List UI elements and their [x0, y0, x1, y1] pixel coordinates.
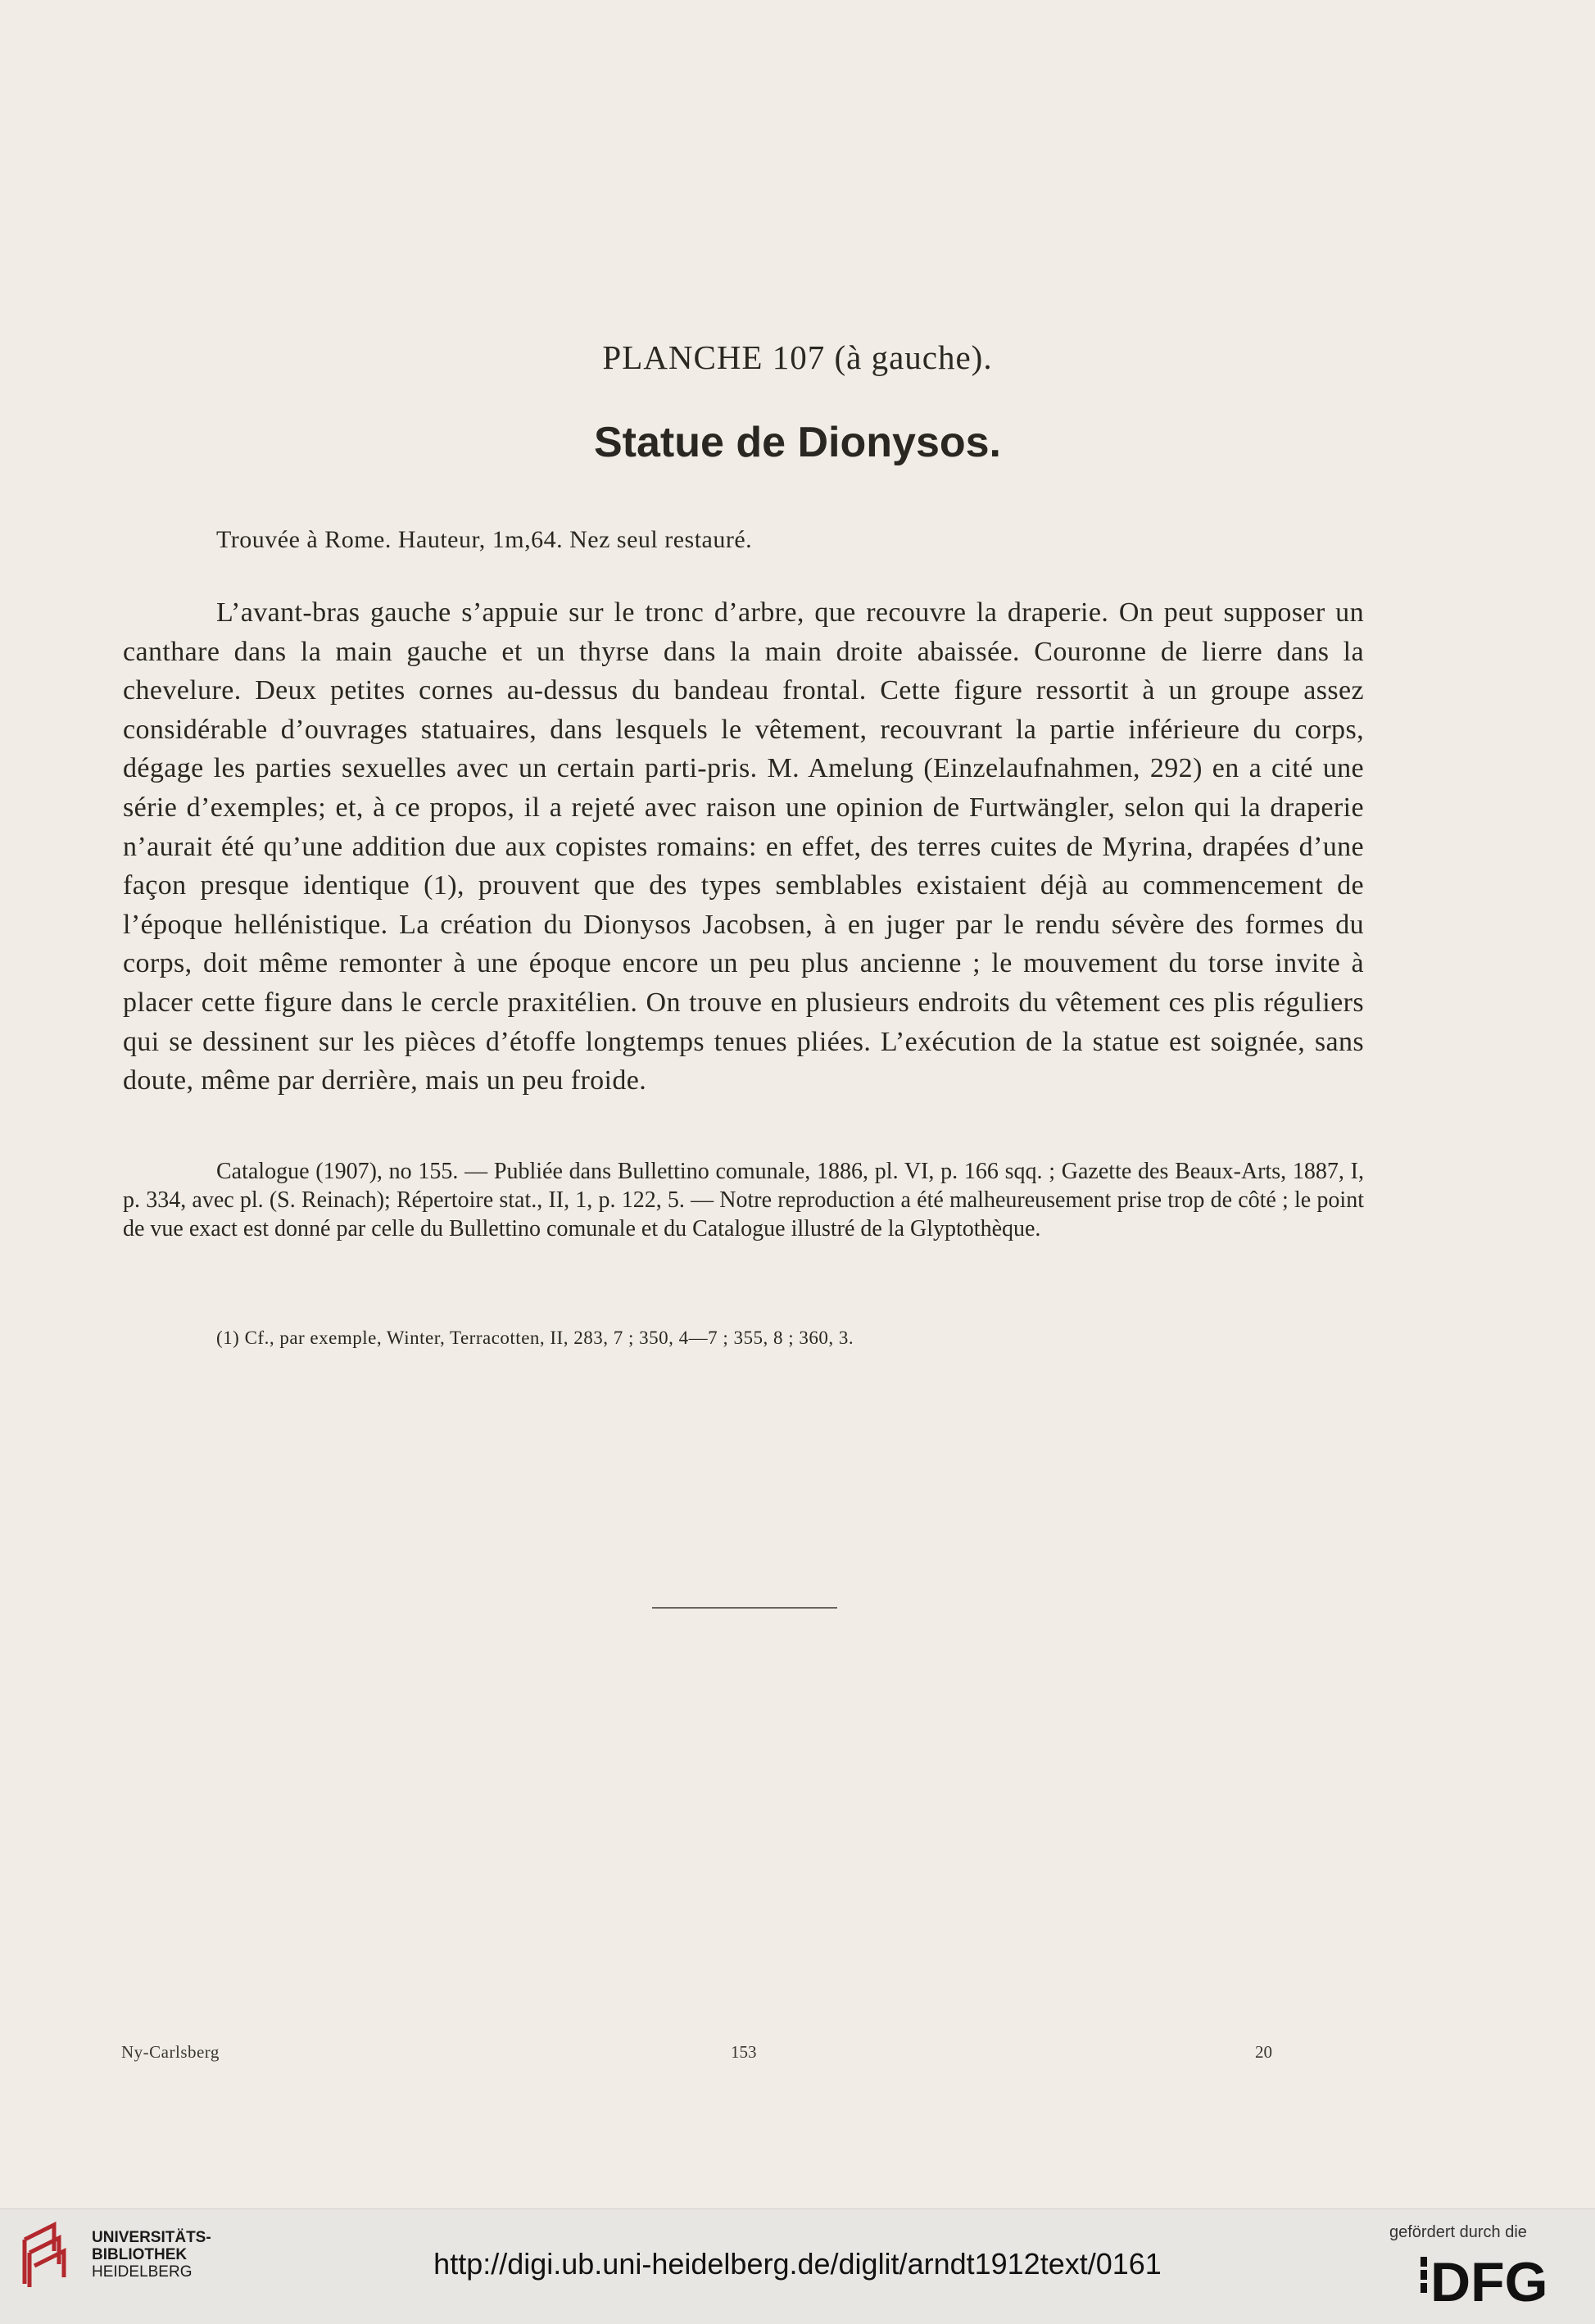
divider-rule	[652, 1607, 837, 1609]
funding-text: gefördert durch die	[1389, 2223, 1527, 2241]
permalink-url[interactable]: http://digi.ub.uni-heidelberg.de/diglit/arndt1912text/0161	[433, 2247, 1162, 2281]
library-name-line-1: UNIVERSITÄTS-	[92, 2229, 211, 2246]
footer-plate-number: 20	[1255, 2042, 1272, 2062]
dfg-logo-text: DFG	[1430, 2251, 1548, 2304]
bibliography-note: Catalogue (1907), no 155. — Publiée dans Bullettino comunale, 1886, pl. VI, p. 166 sqq. ; Gazette des Beaux-Arts, 1887, I, p. 334, avec pl. (S. Reinach); Répertoire stat., II, 1, p. 122, 5. — Notre reproduction a été malheureusement prise trop de côté ; le point de vue exact est donné par celle du Bullettino comunale et du Catalogue illustré de la Glyptothèque.	[123, 1159, 1364, 1242]
footnote: (1) Cf., par exemple, Winter, Terracotten, II, 283, 7 ; 350, 4—7 ; 355, 8 ; 360, 3.	[216, 1328, 854, 1348]
find-info: Trouvée à Rome. Hauteur, 1m,64. Nez seul restauré.	[216, 526, 753, 553]
footer-page-number: 153	[731, 2042, 757, 2062]
document-title: Statue de Dionysos.	[594, 419, 1001, 466]
library-name-line-2: BIBLIOTHEK	[92, 2246, 188, 2263]
footer-publisher: Ny-Carlsberg	[121, 2042, 220, 2062]
dfg-logo-icon	[1421, 2247, 1573, 2304]
plate-heading: PLANCHE 107 (à gauche).	[602, 338, 993, 376]
library-name-line-3: HEIDELBERG	[92, 2263, 193, 2281]
body-paragraph: L’avant-bras gauche s’appuie sur le tronc d’arbre, que recouvre la draperie. On peut supposer un canthare dans la main gauche et un thyrse dans la main droite abaissée. Couronne de lierre dans la chevelure. Deux petites cornes au-dessus du bandeau frontal. Cette figure ressortit à un groupe assez considérable d’ouvrages statuaires, dans lesquels le vêtement, recouvrant la partie inférieure du corps, dégage les parties sexuelles avec un certain parti-pris. M. Amelung (Einzelaufnahmen, 292) en a cité une série d’exemples; et, à ce propos, il a rejeté avec raison une opinion de Furtwängler, selon qui la draperie n’aurait été qu’une addition due aux copistes romains: en effet, des terres cuites de Myrina, drapées d’une façon presque identique (1), prouvent que des types semblables existaient déjà au commencement de l’époque hellénistique. La création du Dionysos Jacobsen, à en juger par le rendu sévère des formes du corps, doit même remonter à une époque encore un peu plus ancienne ; le mouvement du torse invite à placer cette figure dans le cercle praxitélien. On trouve en plusieurs endroits du vêtement ces plis réguliers qui se dessinent sur les pièces d’étoffe longtemps tenues pliées. L’exécution de la statue est soignée, sans doute, même par derrière, mais un peu froide.	[123, 597, 1364, 1096]
